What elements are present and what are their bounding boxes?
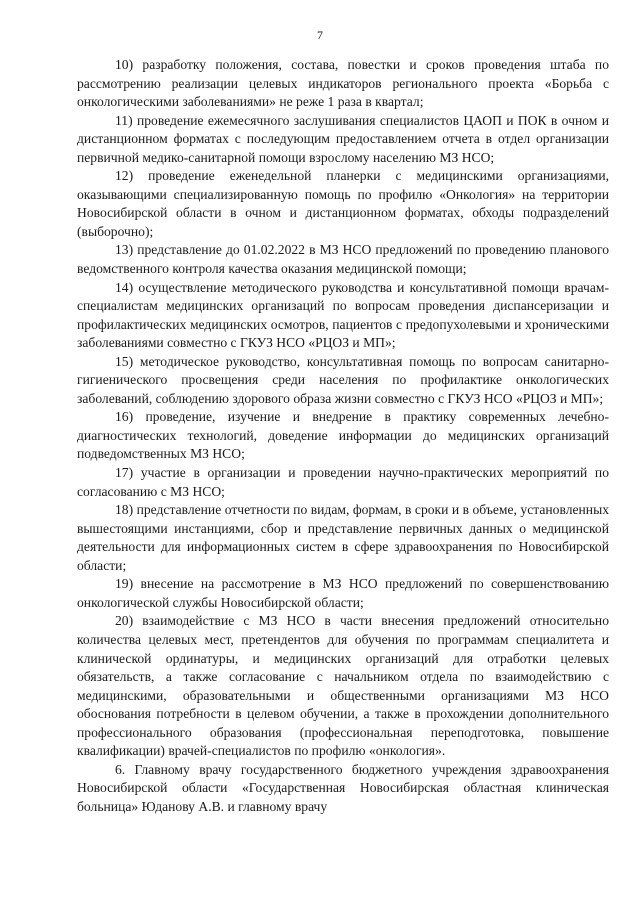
- list-item-18: 18) представление отчетности по видам, формам, в сроки и в объеме, установленных вышестоящими инстанциями, сбор и представление первичных данных о медицинской деятельности для информационных систем в сфере здравоохранения по Новосибирской области;: [77, 502, 609, 573]
- list-item-12: 12) проведение еженедельной планерки с медицинскими организациями, оказывающими специализированную помощь по профилю «Онкология» на территории Новосибирской области в очном и дистанционном форматах, обходы подразделений (выборочно);: [77, 168, 609, 239]
- list-item-13: 13) представление до 01.02.2022 в МЗ НСО предложений по проведению планового ведомственного контроля качества оказания медицинской помощи;: [77, 242, 609, 277]
- list-item-11: 11) проведение ежемесячного заслушивания специалистов ЦАОП и ПОК в очном и дистанционном форматах с последующим предоставлением отчета в отдел организации первичной медико-санитарной помощи взрослому населению МЗ НСО;: [77, 112, 609, 165]
- list-item-10: 10) разработку положения, состава, повестки и сроков проведения штаба по рассмотрению реализации целевых индикаторов регионального проекта «Борьба с онкологическими заболеваниями» не реже 1 раза в квартал;: [77, 57, 609, 110]
- page-number: 7: [317, 28, 323, 42]
- section-6-paragraph: 6. Главному врачу государственного бюджетного учреждения здравоохранения Новосибирской области «Государственная Новосибирская областная клиническая больница» Юданову А.В. и главному врачу: [77, 761, 609, 814]
- list-item-15: 15) методическое руководство, консультативная помощь по вопросам санитарно-гигиенического просвещения среди населения по профилактике онкологических заболеваний, соблюдению здорового образа жизни совместно с ГКУЗ НСО «РЦОЗ и МП»;: [77, 353, 609, 406]
- document-body: [77, 56, 609, 816]
- list-item-19: 19) внесение на рассмотрение в МЗ НСО предложений по совершенствованию онкологической службы Новосибирской области;: [77, 576, 609, 610]
- list-item-17: 17) участие в организации и проведении научно-практических мероприятий по согласованию с МЗ НСО;: [77, 465, 609, 499]
- list-item-14: 14) осуществление методического руководства и консультативной помощи врачам-специалистам медицинских организаций по вопросам проведения диспансеризации и профилактических медицинских осмотров, пациентов с предопухолевыми и хроническими заболеваниями совместно с ГКУЗ НСО «РЦОЗ и МП»;: [77, 279, 609, 351]
- list-item-16: 16) проведение, изучение и внедрение в практику современных лечебно-диагностических технологий, доведение информации до медицинских организаций подведомственных МЗ НСО;: [77, 409, 609, 462]
- list-item-20: 20) взаимодействие с МЗ НСО в части внесения предложений относительно количества целевых мест, претендентов для обучения по программам специалитета и клинической ординатуры, и медицинских организаций для отработки целевых обязательств, а также согласование с начальником отдела по взаимодействию с медицинскими, образовательными и общественными организациями МЗ НСО обоснования потребности в целевом обучении, а также в прохождении дополнительного профессионального образования (профессиональная переподготовка, повышение квалификации) врачей-специалистов по профилю «онкология».: [77, 613, 609, 759]
